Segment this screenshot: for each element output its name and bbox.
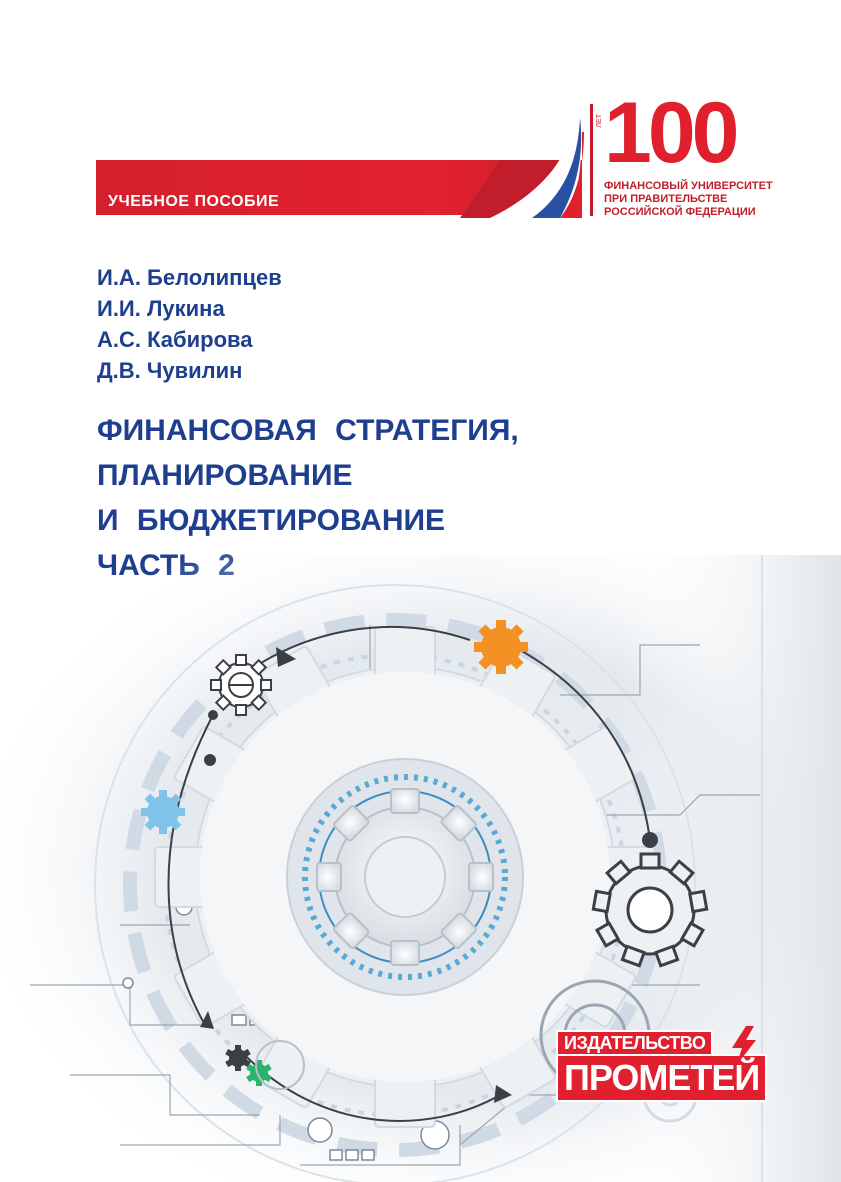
logo-divider — [590, 104, 593, 216]
author: И.И. Лукина — [97, 296, 225, 321]
authors-list — [97, 262, 282, 386]
orange-gear-icon — [474, 620, 528, 674]
logo-text — [604, 180, 773, 219]
logo-line: РОССИЙСКОЙ ФЕДЕРАЦИИ — [604, 206, 756, 218]
blue-gear-icon — [141, 790, 185, 834]
outline-gear-icon — [211, 655, 271, 715]
publisher-name: ПРОМЕТЕЙ — [556, 1054, 767, 1102]
title-line: ПЛАНИРОВАНИЕ — [97, 459, 353, 492]
university-logo — [590, 85, 773, 219]
author: Д.В. Чувилин — [97, 358, 243, 383]
title-line: И БЮДЖЕТИРОВАНИЕ — [97, 504, 446, 537]
author: И.А. Белолипцев — [97, 265, 282, 290]
arc-node — [204, 754, 216, 766]
publisher-top-text: ИЗДАТЕЛЬСТВО — [556, 1030, 713, 1056]
logo-lead-text: ЛЕТ — [596, 114, 603, 128]
logo-number: 100 — [604, 85, 736, 181]
arc-node — [642, 832, 658, 848]
book-type-label: УЧЕБНОЕ ПОСОБИЕ — [108, 193, 280, 210]
logo-line: ФИНАНСОВЫЙ УНИВЕРСИТЕТ — [604, 180, 773, 192]
title-line: ФИНАНСОВАЯ СТРАТЕГИЯ, — [97, 414, 519, 447]
publisher-logo — [556, 1026, 776, 1106]
arc-node — [208, 710, 218, 720]
flag-fold-icon — [460, 108, 600, 218]
lightning-icon — [724, 1026, 764, 1066]
logo-line: ПРИ ПРАВИТЕЛЬСТВЕ — [604, 193, 728, 205]
author: А.С. Кабирова — [97, 327, 253, 352]
